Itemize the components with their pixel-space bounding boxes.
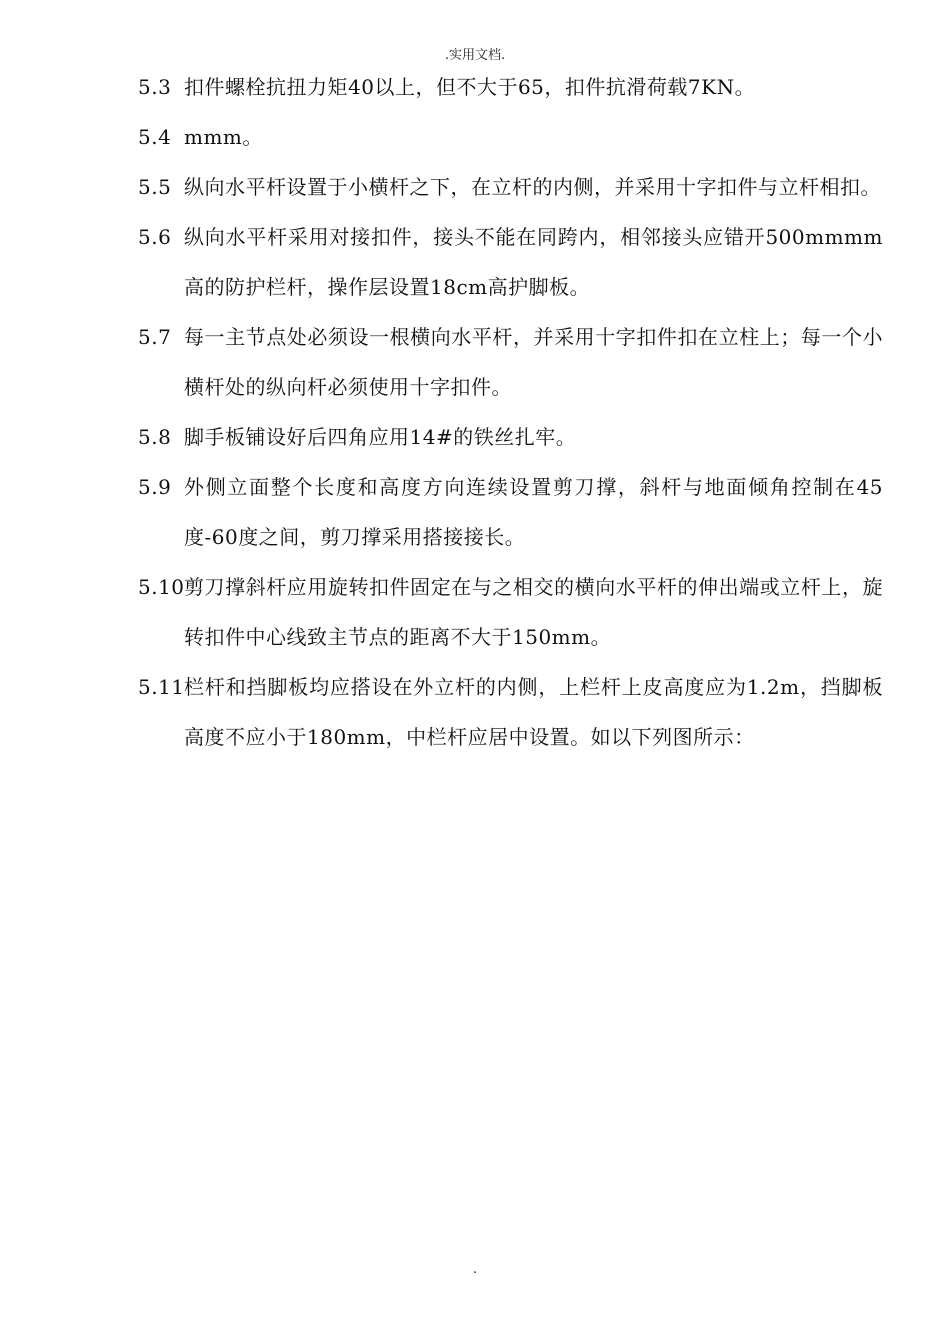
clause-5-11 <box>138 662 883 762</box>
clause-text: 纵向水平杆设置于小横杆之下，在立杆的内侧，并采用十字扣件与立杆相扣。 <box>184 175 881 199</box>
clause-number: 5.6 <box>138 225 172 249</box>
clause-5-3 <box>138 62 883 112</box>
clause-5-10 <box>138 562 883 662</box>
clause-number: 5.4 <box>138 125 172 149</box>
clause-text: mmm。 <box>184 125 263 149</box>
clause-5-6 <box>138 212 883 312</box>
page-footer: . <box>472 1262 478 1277</box>
clause-5-4 <box>138 112 883 162</box>
clause-number: 5.11 <box>138 675 185 699</box>
clause-5-8 <box>138 412 883 462</box>
clause-number: 5.10 <box>138 575 185 599</box>
clause-text: 脚手板铺设好后四角应用14#的铁丝扎牢。 <box>184 425 577 449</box>
clause-5-9 <box>138 462 883 562</box>
clause-number: 5.3 <box>138 75 172 99</box>
document-body <box>138 62 883 762</box>
clause-text: 每一主节点处必须设一根横向水平杆，并采用十字扣件扣在立柱上；每一个小横杆处的纵向杆必须使用十字扣件。 <box>184 325 883 399</box>
clause-text: 外侧立面整个长度和高度方向连续设置剪刀撑，斜杆与地面倾角控制在45度-60度之间，剪刀撑采用搭接接长。 <box>184 475 883 549</box>
clause-number: 5.8 <box>138 425 172 449</box>
page-header: .实用文档. <box>444 48 506 63</box>
clause-number: 5.9 <box>138 475 172 499</box>
clause-text: 剪刀撑斜杆应用旋转扣件固定在与之相交的横向水平杆的伸出端或立杆上，旋转扣件中心线致主节点的距离不大于150mm。 <box>184 575 883 649</box>
clause-5-5 <box>138 162 883 212</box>
clause-text: 扣件螺栓抗扭力矩40以上，但不大于65，扣件抗滑荷载7KN。 <box>184 75 756 99</box>
clause-number: 5.5 <box>138 175 172 199</box>
clause-text: 栏杆和挡脚板均应搭设在外立杆的内侧，上栏杆上皮高度应为1.2m，挡脚板高度不应小于180mm，中栏杆应居中设置。如以下列图所示： <box>184 675 883 749</box>
clause-number: 5.7 <box>138 325 172 349</box>
clause-5-7 <box>138 312 883 412</box>
clause-text: 纵向水平杆采用对接扣件，接头不能在同跨内，相邻接头应错开500mmmm高的防护栏杆，操作层设置18cm高护脚板。 <box>184 225 883 299</box>
